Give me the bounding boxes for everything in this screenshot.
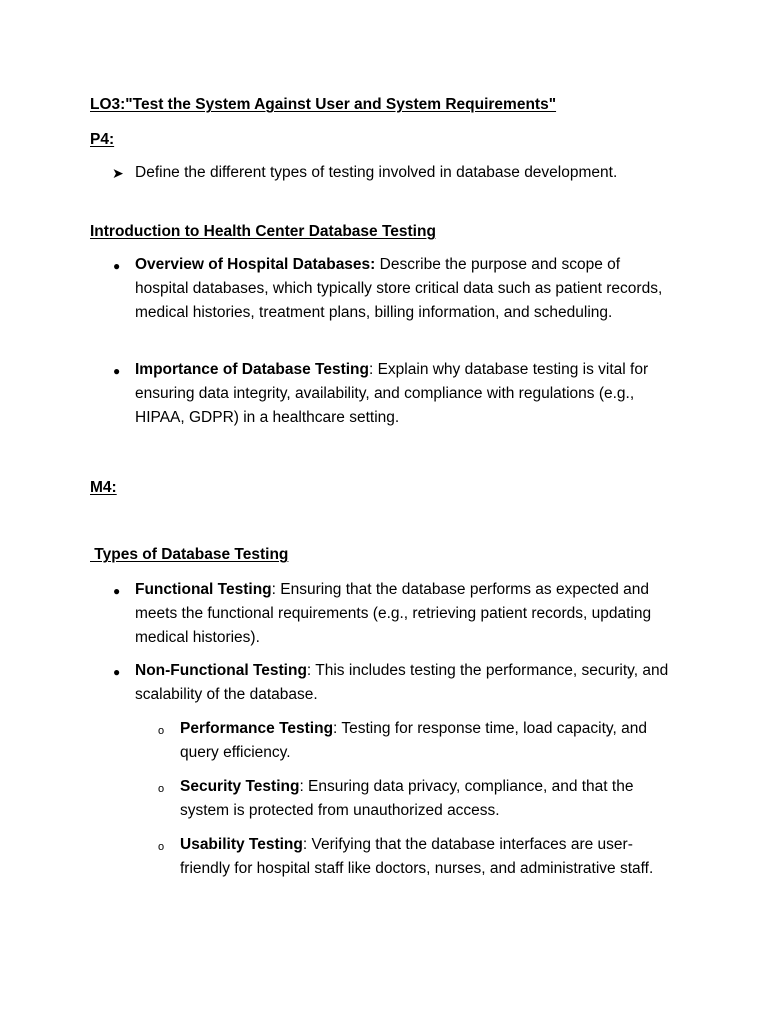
circle-bullet-icon: o <box>158 841 165 853</box>
intro-item-2-text: : Explain why database testing is vital for ensuring data integrity, availability, and compliance with regulations (e.g., HIPAA, GDPR) in a healthcare setting. <box>135 361 649 426</box>
intro-item-2 <box>135 358 675 430</box>
types-item-2-term: Non-Functional Testing <box>135 662 307 679</box>
types-heading: Types of Database Testing <box>90 546 289 563</box>
types-item-1 <box>135 578 675 650</box>
bullet-icon: ● <box>113 665 121 679</box>
sub-item-3 <box>180 833 680 881</box>
types-item-2-text: : This includes testing the performance, security, and scalability of the database. <box>135 662 669 703</box>
sub-item-2 <box>180 775 680 823</box>
intro-heading: Introduction to Health Center Database Testing <box>90 223 436 240</box>
intro-item-1 <box>135 253 675 325</box>
circle-bullet-icon: o <box>158 725 165 737</box>
sub-item-1-term: Performance Testing <box>180 720 334 737</box>
intro-item-2-term: Importance of Database Testing <box>135 361 369 378</box>
p4-item: Define the different types of testing involved in database development. <box>135 164 618 181</box>
sub-item-3-term: Usability Testing <box>180 836 303 853</box>
types-item-2 <box>135 659 675 707</box>
types-item-1-term: Functional Testing <box>135 581 272 598</box>
sub-item-1 <box>180 717 680 765</box>
lo3-title: LO3:"Test the System Against User and System Requirements" <box>90 96 557 113</box>
bullet-icon: ● <box>113 364 121 378</box>
intro-item-1-text: Describe the purpose and scope of hospital databases, which typically store critical data such as patient records, medical histories, treatment plans, billing information, and scheduling. <box>135 256 663 321</box>
sub-item-3-text: : Verifying that the database interfaces are user-friendly for hospital staff like doctors, nurses, and administrative staff. <box>180 836 654 877</box>
circle-bullet-icon: o <box>158 783 165 795</box>
sub-item-1-text: : Testing for response time, load capacity, and query efficiency. <box>180 720 647 761</box>
arrow-bullet-icon: ➤ <box>112 165 124 181</box>
sub-item-2-text: : Ensuring data privacy, compliance, and that the system is protected from unauthorized access. <box>180 778 634 819</box>
types-item-1-text: : Ensuring that the database performs as expected and meets the functional requirements (e.g., retrieving patient records, updating medical histories). <box>135 581 652 646</box>
bullet-icon: ● <box>113 584 121 598</box>
sub-item-2-term: Security Testing <box>180 778 300 795</box>
bullet-icon: ● <box>113 259 121 273</box>
p4-label: P4: <box>90 131 115 148</box>
m4-label: M4: <box>90 479 117 496</box>
intro-item-1-term: Overview of Hospital Databases: <box>135 256 376 273</box>
